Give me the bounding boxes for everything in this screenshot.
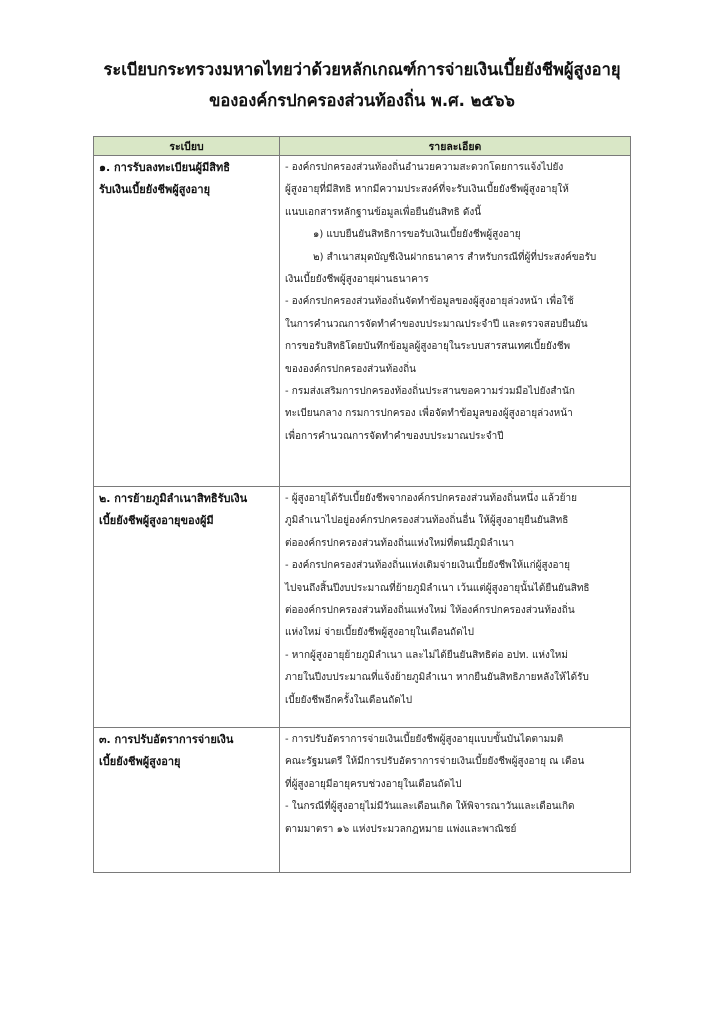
section-title [94, 728, 279, 773]
section-title-line: ๓. การปรับอัตราการจ่ายเงิน [99, 733, 234, 746]
detail-line: - ในกรณีที่ผู้สูงอายุไม่มีวันและเดือนเกิด ให้พิจารณาวันและเดือนเกิด [285, 801, 575, 813]
section-cell [94, 728, 280, 873]
details-text [280, 487, 630, 718]
section-cell [94, 156, 280, 487]
detail-line: ขององค์กรปกครองส่วนท้องถิ่น [285, 363, 417, 375]
table-row [94, 156, 631, 487]
table-row [94, 728, 631, 873]
detail-line: ไปจนถึงสิ้นปีงบประมาณที่ย้ายภูมิลำเนา เว้นแต่ผู้สูงอายุนั้นได้ยืนยันสิทธิ [285, 582, 590, 594]
detail-line: แนบเอกสารหลักฐานข้อมูลเพื่อยืนยันสิทธิ ดังนี้ [285, 206, 482, 218]
details-cell [280, 487, 631, 728]
details-cell [280, 156, 631, 487]
document-title-line-2: ขององค์กรปกครองส่วนท้องถิ่น พ.ศ. ๒๕๖๖ [209, 91, 515, 110]
document-title-line-1: ระเบียบกระทรวงมหาดไทยว่าด้วยหลักเกณฑ์การจ่ายเงินเบี้ยยังชีพผู้สูงอายุ [103, 60, 621, 79]
detail-line: เงินเบี้ยยังชีพผู้สูงอายุผ่านธนาคาร [285, 274, 429, 286]
detail-line: ที่ผู้สูงอายุมีอายุครบช่วงอายุในเดือนถัดไป [285, 778, 462, 790]
detail-line: ภายในปีงบประมาณที่แจ้งย้ายภูมิลำเนา หากยืนยันสิทธิภายหลังให้ได้รับ [285, 672, 589, 684]
details-text [280, 156, 630, 454]
regulation-table [93, 136, 631, 873]
section-title-line: ๒. การย้ายภูมิลำเนาสิทธิรับเงิน [99, 492, 248, 505]
detail-line: แห่งใหม่ จ่ายเบี้ยยังชีพผู้สูงอายุในเดือนถัดไป [285, 627, 474, 639]
detail-line: เบี้ยยังชีพอีกครั้งในเดือนถัดไป [285, 694, 413, 706]
details-cell [280, 728, 631, 873]
detail-line: ภูมิลำเนาไปอยู่องค์กรปกครองส่วนท้องถิ่นอื่น ให้ผู้สูงอายุยืนยันสิทธิ [285, 515, 569, 527]
detail-line: ต่อองค์กรปกครองส่วนท้องถิ่นแห่งใหม่ที่ตนมีภูมิลำเนา [285, 537, 515, 549]
section-title-line: เบี้ยยังชีพผู้สูงอายุของผู้มี [99, 514, 214, 527]
detail-line: ต่อองค์กรปกครองส่วนท้องถิ่นแห่งใหม่ ให้องค์กรปกครองส่วนท้องถิ่น [285, 605, 575, 617]
detail-line: - องค์กรปกครองส่วนท้องถิ่นจัดทำข้อมูลของผู้สูงอายุล่วงหน้า เพื่อใช้ [285, 296, 574, 308]
detail-line: - การปรับอัตราการจ่ายเงินเบี้ยยังชีพผู้สูงอายุแบบขั้นบันไดตามมติ [285, 734, 564, 745]
detail-line: เพื่อการคำนวณการจัดทำคำของบประมาณประจำปี [285, 430, 504, 442]
detail-line: ในการคำนวณการจัดทำคำของบประมาณประจำปี และตรวจสอบยืนยัน [285, 318, 588, 330]
section-cell [94, 487, 280, 728]
detail-line: คณะรัฐมนตรี ให้มีการปรับอัตราการจ่ายเงินเบี้ยยังชีพผู้สูงอายุ ณ เดือน [285, 756, 585, 768]
table-row [94, 487, 631, 728]
detail-line: - กรมส่งเสริมการปกครองท้องถิ่นประสานขอความร่วมมือไปยังสำนัก [285, 386, 575, 398]
header-details: รายละเอียด [280, 137, 631, 156]
table-header-row [94, 137, 631, 156]
section-title-line: ๑. การรับลงทะเบียนผู้มีสิทธิ [99, 161, 230, 174]
header-regulation: ระเบียบ [94, 137, 280, 156]
section-title-line: เบี้ยยังชีพผู้สูงอายุ [99, 755, 181, 768]
section-title [94, 487, 279, 532]
detail-line-item: ๑) แบบยืนยันสิทธิการขอรับเงินเบี้ยยังชีพผู้สูงอายุ [313, 229, 521, 241]
detail-line: - หากผู้สูงอายุย้ายภูมิลำเนา และไม่ได้ยืนยันสิทธิต่อ อปท. แห่งใหม่ [285, 649, 568, 661]
section-title [94, 156, 279, 201]
details-text [280, 728, 630, 847]
section-title-line: รับเงินเบี้ยยังชีพผู้สูงอายุ [99, 183, 211, 196]
detail-line-item: ๒) สำเนาสมุดบัญชีเงินฝากธนาคาร สำหรับกรณีที่ผู้ที่ประสงค์ขอรับ [313, 251, 597, 263]
detail-line: - ผู้สูงอายุได้รับเบี้ยยังชีพจากองค์กรปกครองส่วนท้องถิ่นหนึ่ง แล้วย้าย [285, 493, 577, 504]
detail-line: ตามมาตรา ๑๖ แห่งประมวลกฎหมาย แพ่งและพาณิชย์ [285, 823, 517, 835]
detail-line: การขอรับสิทธิโดยบันทึกข้อมูลผู้สูงอายุในระบบสารสนเทศเบี้ยยังชีพ [285, 341, 571, 353]
detail-line: ทะเบียนกลาง กรมการปกครอง เพื่อจัดทำข้อมูลของผู้สูงอายุล่วงหน้า [285, 408, 573, 420]
detail-line: - องค์กรปกครองส่วนท้องถิ่นแห่งเดิมจ่ายเงินเบี้ยยังชีพให้แก่ผู้สูงอายุ [285, 560, 571, 572]
detail-line: - องค์กรปกครองส่วนท้องถิ่นอำนวยความสะดวกโดยการแจ้งไปยัง [285, 162, 564, 173]
detail-line: ผู้สูงอายุที่มีสิทธิ หากมีความประสงค์ที่จะรับเงินเบี้ยยังชีพผู้สูงอายุให้ [285, 184, 569, 196]
